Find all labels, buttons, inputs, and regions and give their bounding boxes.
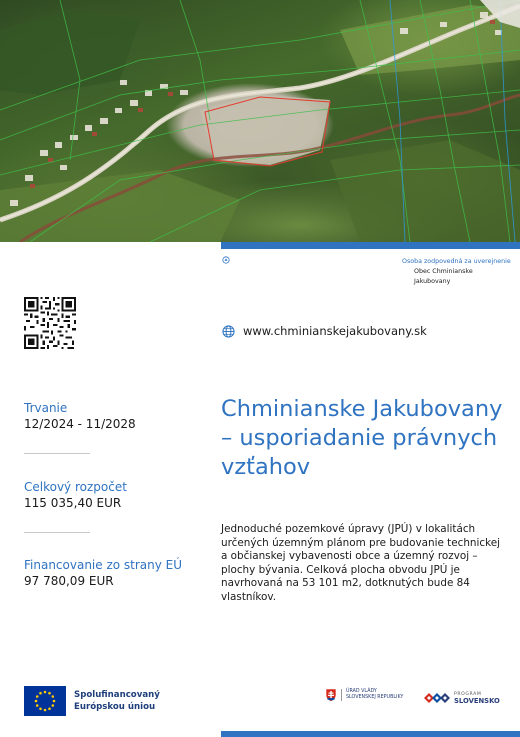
fact-total-budget-label: Celkový rozpočet bbox=[24, 480, 127, 494]
fact-duration-value: 12/2024 - 11/2028 bbox=[24, 417, 136, 431]
aerial-map-overlay bbox=[0, 0, 520, 242]
eu-logo-line1: Spolufinancovaný bbox=[74, 689, 160, 700]
eu-logo-text bbox=[74, 689, 160, 714]
eu-logo-line2: Európskou úniou bbox=[74, 702, 156, 712]
fact-eu-funding-label: Financovanie zo strany EÚ bbox=[24, 558, 183, 572]
program-slovensko-mark-icon bbox=[423, 691, 451, 705]
responsible-entity-line2: Jakubovany bbox=[414, 278, 451, 285]
government-office-text bbox=[341, 689, 403, 701]
website-link[interactable] bbox=[222, 324, 427, 338]
program-slovensko-text bbox=[454, 691, 500, 705]
government-office-line2: SLOVENSKEJ REPUBLIKY bbox=[346, 695, 404, 700]
fact-eu-funding-value: 97 780,09 EUR bbox=[24, 574, 114, 588]
aerial-photo bbox=[0, 0, 520, 242]
municipality-emblem-icon bbox=[222, 256, 230, 264]
divider bbox=[24, 532, 90, 533]
slovak-coat-of-arms-icon bbox=[325, 688, 337, 702]
project-title: Chminianske Jakubovany – usporiadanie právnych vzťahov bbox=[221, 396, 503, 480]
program-slovensko-logo bbox=[423, 691, 500, 705]
government-office-line1: ÚRAD VLÁDY bbox=[346, 689, 377, 694]
responsible-entity-line1: Obec Chminianske bbox=[414, 268, 473, 275]
fact-total-budget bbox=[24, 480, 127, 511]
program-line2: SLOVENSKO bbox=[454, 697, 500, 705]
project-description: Jednoduché pozemkové úpravy (JPÚ) v lokalitách určených územným plánom pre budovanie technickej a občianskej vybavenosti obce a územný rozvoj – plochy bývania. Celková plocha obvodu JPÚ je navrhovaná na 53 101 m2, dotknutých bude 84 vlastníkov. bbox=[221, 523, 501, 603]
accent-bar-top bbox=[221, 242, 520, 249]
accent-bar-bottom bbox=[221, 731, 520, 737]
responsible-label: Osoba zodpovedná za uverejnenie bbox=[402, 258, 511, 265]
fact-eu-funding bbox=[24, 558, 182, 589]
fact-duration-label: Trvanie bbox=[24, 401, 68, 415]
fact-duration bbox=[24, 401, 136, 432]
globe-icon bbox=[222, 325, 235, 338]
program-line1: PROGRAM bbox=[454, 692, 482, 697]
eu-flag-icon bbox=[24, 686, 66, 716]
qr-code[interactable] bbox=[24, 297, 76, 349]
responsible-person-block bbox=[402, 257, 517, 287]
website-url[interactable]: www.chminianskejakubovany.sk bbox=[243, 324, 427, 338]
government-office-logo bbox=[325, 688, 403, 702]
divider bbox=[24, 453, 90, 454]
fact-total-budget-value: 115 035,40 EUR bbox=[24, 496, 122, 510]
eu-cofunded-logo bbox=[24, 686, 160, 716]
